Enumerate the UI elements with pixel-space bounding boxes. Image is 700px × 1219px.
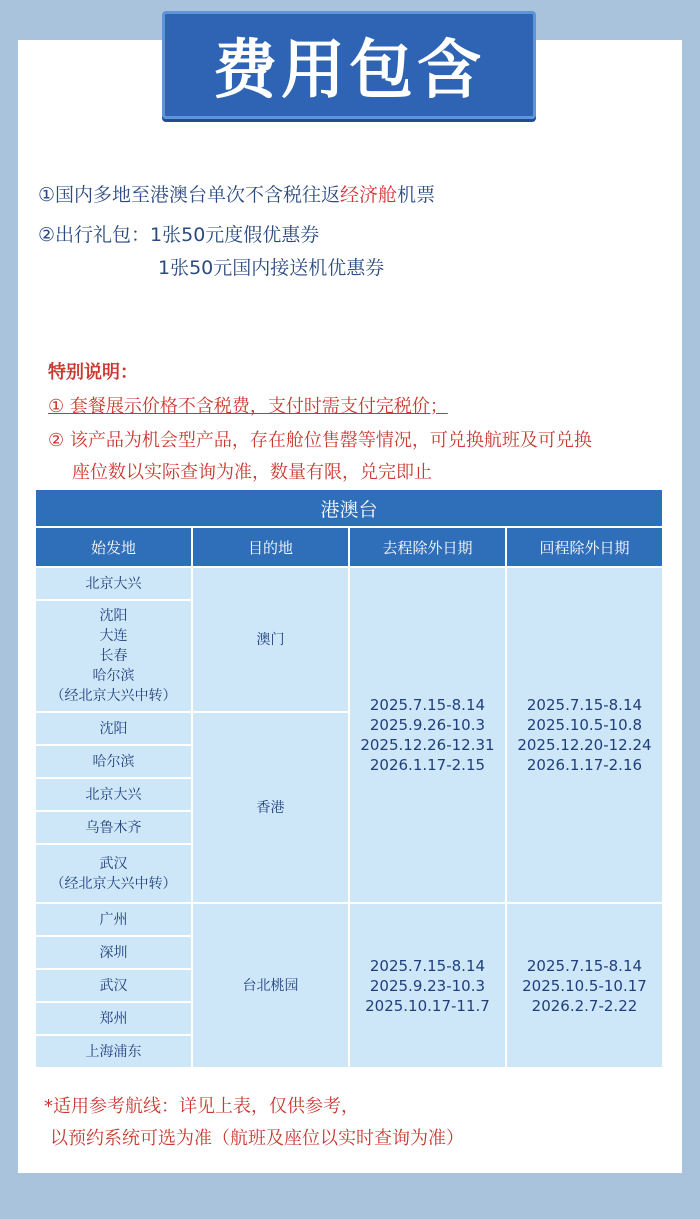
table-header-row bbox=[36, 528, 662, 566]
inclusion-item-1-prefix: ①国内多地至港澳台单次不含税往返 bbox=[38, 184, 341, 206]
note-2-line2: 座位数以实际查询为准，数量有限，兑完即止 bbox=[72, 462, 432, 483]
outbound-dates-hkmo bbox=[350, 568, 505, 902]
origin-line: 武汉 bbox=[99, 855, 128, 872]
date-range: 2025.7.15-8.14 bbox=[526, 956, 643, 975]
origin-line: 沈阳 bbox=[99, 608, 128, 624]
notes-title: 特别说明： bbox=[48, 362, 138, 383]
table-title: 港澳台 bbox=[36, 490, 662, 526]
origin-cell: 深圳 bbox=[36, 937, 191, 968]
header-destination: 目的地 bbox=[193, 528, 348, 566]
origin-cell: 北京大兴 bbox=[36, 779, 191, 810]
date-range: 2025.10.5-10.8 bbox=[526, 716, 643, 734]
origin-cell: 沈阳 bbox=[36, 713, 191, 744]
origin-line: 长春 bbox=[99, 648, 128, 664]
origin-group-cell bbox=[36, 845, 191, 902]
table-row bbox=[36, 568, 662, 599]
header-origin: 始发地 bbox=[36, 528, 191, 566]
date-range: 2026.1.17-2.16 bbox=[526, 756, 643, 774]
note-1-text: ① 套餐展示价格不含税费，支付时需支付完税价； bbox=[48, 396, 448, 417]
origin-cell: 上海浦东 bbox=[36, 1036, 191, 1067]
origin-cell: 郑州 bbox=[36, 1003, 191, 1034]
origin-line: （经北京大兴中转） bbox=[50, 688, 177, 704]
inclusion-item-2: ②出行礼包：1张50元度假优惠券 bbox=[38, 224, 320, 246]
footer-line-2: 以预约系统可选为准（航班及座位以实时查询为准） bbox=[50, 1128, 464, 1149]
origin-cell: 武汉 bbox=[36, 970, 191, 1001]
note-1 bbox=[48, 392, 448, 418]
footer-line-1: *适用参考航线：详见上表，仅供参考， bbox=[44, 1096, 359, 1117]
date-range: 2025.9.23-10.3 bbox=[369, 976, 486, 995]
date-range: 2025.10.17-11.7 bbox=[365, 996, 490, 1015]
inclusion-item-2-line2: 1张50元国内接送机优惠券 bbox=[158, 257, 385, 279]
destination-cell-hongkong: 香港 bbox=[193, 713, 348, 902]
date-range: 2025.7.15-8.14 bbox=[526, 696, 643, 714]
date-range: 2025.12.26-12.31 bbox=[360, 736, 495, 754]
date-range: 2026.2.7-2.22 bbox=[531, 996, 638, 1015]
date-range: 2025.7.15-8.14 bbox=[369, 696, 486, 714]
note-2-line1: ② 该产品为机会型产品，存在舱位售罄等情况，可兑换航班及可兑换 bbox=[48, 430, 592, 451]
origin-cell: 哈尔滨 bbox=[36, 746, 191, 777]
route-table-wrapper bbox=[36, 488, 662, 1069]
outbound-dates-taipei bbox=[350, 904, 505, 1067]
origin-cell: 北京大兴 bbox=[36, 568, 191, 599]
header-outbound-excluded: 去程除外日期 bbox=[350, 528, 505, 566]
date-range: 2026.1.17-2.15 bbox=[369, 756, 486, 774]
destination-cell-taipei: 台北桃园 bbox=[193, 904, 348, 1067]
inclusion-item-1-suffix: 机票 bbox=[397, 184, 436, 206]
banner-title: 费用包含 bbox=[213, 34, 485, 108]
inclusion-item-1 bbox=[38, 180, 435, 207]
date-range: 2025.10.5-10.17 bbox=[522, 976, 647, 995]
route-table bbox=[34, 488, 664, 1069]
inclusion-item-1-highlight: 经济舱 bbox=[340, 184, 398, 206]
date-range: 2025.12.20-12.24 bbox=[517, 736, 652, 754]
destination-cell-macau: 澳门 bbox=[193, 568, 348, 711]
return-dates-hkmo bbox=[507, 568, 662, 902]
origin-cell: 乌鲁木齐 bbox=[36, 812, 191, 843]
origin-cell: 广州 bbox=[36, 904, 191, 935]
return-dates-taipei bbox=[507, 904, 662, 1067]
origin-line: 大连 bbox=[99, 628, 128, 644]
date-range: 2025.7.15-8.14 bbox=[369, 956, 486, 975]
header-return-excluded: 回程除外日期 bbox=[507, 528, 662, 566]
page-banner bbox=[162, 11, 536, 119]
origin-line: （经北京大兴中转） bbox=[50, 875, 177, 892]
origin-line: 哈尔滨 bbox=[92, 668, 135, 684]
date-range: 2025.9.26-10.3 bbox=[369, 716, 486, 734]
origin-group-cell bbox=[36, 601, 191, 711]
table-row bbox=[36, 904, 662, 935]
